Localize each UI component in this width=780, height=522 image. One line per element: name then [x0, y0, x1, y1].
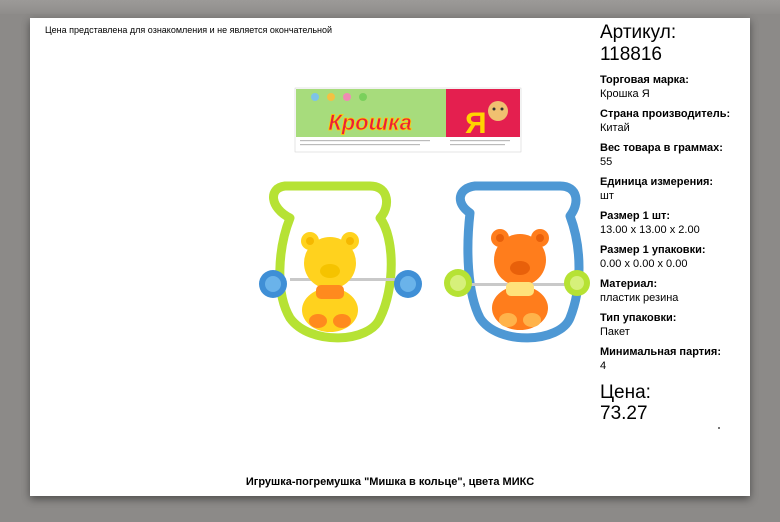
specs-panel — [600, 22, 750, 424]
page-background — [0, 0, 780, 14]
spec-label-min-order: Минимальная партия: — [600, 346, 721, 358]
spec-label-weight: Вес товара в граммах: — [600, 142, 723, 154]
spec-value-country: Китай — [600, 122, 630, 134]
spec-label-country: Страна производитель: — [600, 108, 731, 120]
packaging-brand: Крошка — [328, 110, 412, 135]
packaging-brand-letter: Я — [465, 107, 487, 140]
spec-value-item-size: 13.00 x 13.00 x 2.00 — [600, 224, 700, 236]
rattle-yellow-bear — [259, 186, 422, 338]
article-number: 118816 — [600, 44, 662, 65]
spec-value-brand: Крошка Я — [600, 88, 650, 100]
stray-dot — [718, 427, 720, 429]
spec-label-material: Материал: — [600, 278, 658, 290]
price-disclaimer: Цена представлена для ознакомления и не является окончательной — [45, 25, 333, 35]
spec-label-unit: Единица измерения: — [600, 176, 714, 188]
spec-value-pack-type: Пакет — [600, 326, 630, 338]
product-image — [230, 78, 590, 368]
spec-value-unit: шт — [600, 190, 614, 202]
packaging-header — [295, 88, 521, 152]
spec-value-material: пластик резина — [600, 292, 679, 304]
price-value: 73.27 — [600, 403, 648, 424]
rattle-orange-bear — [444, 186, 590, 338]
product-caption: Игрушка-погремушка "Мишка в кольце", цвета МИКС — [245, 476, 535, 488]
price-label: Цена: — [600, 382, 651, 403]
spec-value-min-order: 4 — [600, 360, 607, 372]
spec-value-weight: 55 — [600, 156, 613, 168]
spec-label-pack-type: Тип упаковки: — [600, 312, 677, 324]
spec-label-brand: Торговая марка: — [600, 74, 689, 86]
spec-label-pack-size: Размер 1 упаковки: — [600, 244, 706, 256]
product-card — [30, 18, 750, 496]
article-label: Артикул: — [600, 22, 677, 43]
spec-label-item-size: Размер 1 шт: — [600, 210, 671, 222]
spec-value-pack-size: 0.00 x 0.00 x 0.00 — [600, 258, 688, 270]
